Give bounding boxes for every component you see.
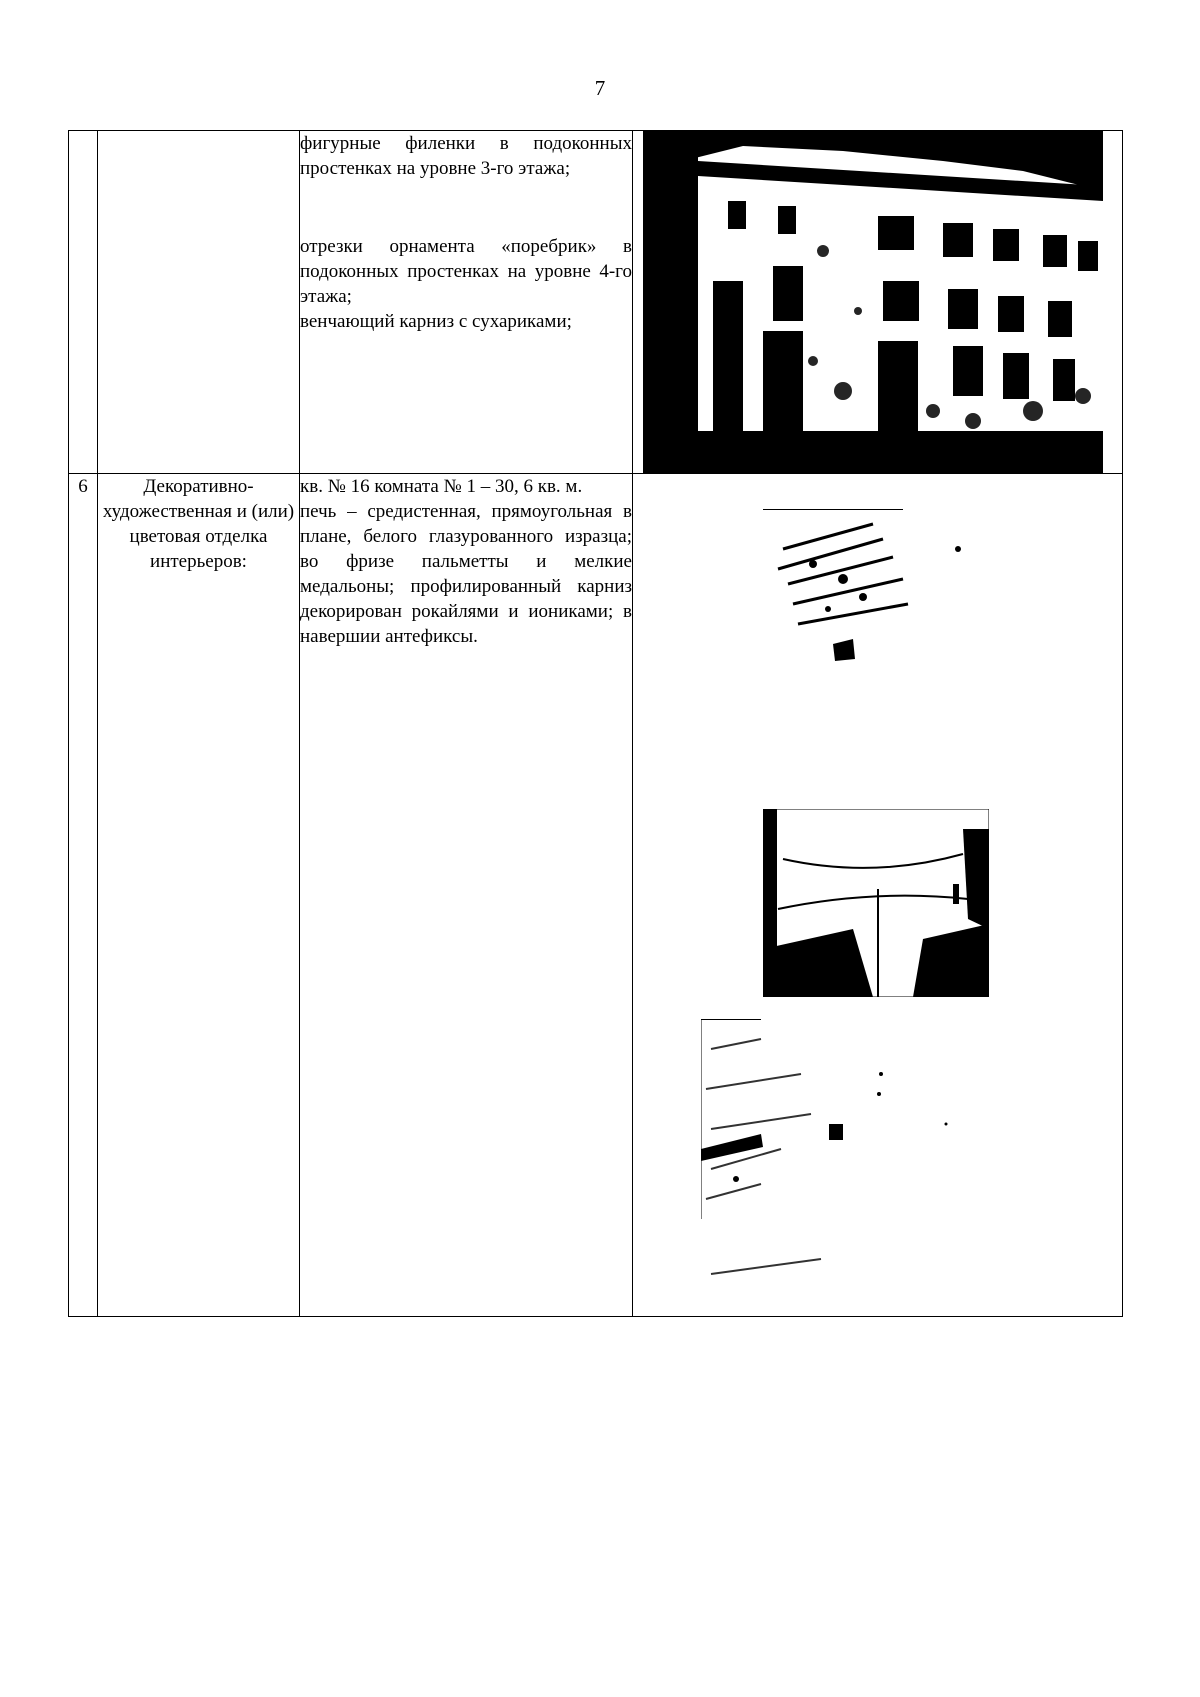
stove-frieze-photo [763, 509, 973, 669]
row-description-cell [300, 131, 633, 474]
row-number-cell [69, 131, 98, 474]
row-number-cell: 6 [69, 474, 98, 1317]
stove-corner-photo [763, 809, 989, 997]
description-paragraph: фигурные филенки в подоконных простенках на уровне 3-го этажа; [300, 133, 632, 179]
facade-photo [643, 131, 1103, 474]
row-name-cell: Декоративно-художественная и (или) цветовая отделка интерьеров: [98, 474, 300, 1317]
table-row [69, 131, 1123, 474]
description-paragraph: печь – средистенная, прямоугольная в плане, белого глазурованного изразца; во фризе пальметты и мелкие медальоны; профилированный карниз декорирован рокайлями и иониками; в навершии антефиксы. [300, 501, 632, 647]
stove-detail-photo [701, 1019, 951, 1289]
monument-table [68, 130, 1123, 1317]
row-name-cell [98, 131, 300, 474]
row-photo-cell [633, 474, 1123, 1317]
row-description-cell [300, 474, 633, 1317]
row-photo-cell [633, 131, 1123, 474]
table-row [69, 474, 1123, 1317]
page-number: 7 [594, 76, 606, 100]
description-paragraph: отрезки орнамента «поребрик» в подоконных простенках на уровне 4-го этажа; [300, 236, 632, 307]
description-paragraph: венчающий карниз с сухариками; [300, 311, 572, 332]
description-paragraph: кв. № 16 комната № 1 – 30, 6 кв. м. [300, 476, 583, 497]
